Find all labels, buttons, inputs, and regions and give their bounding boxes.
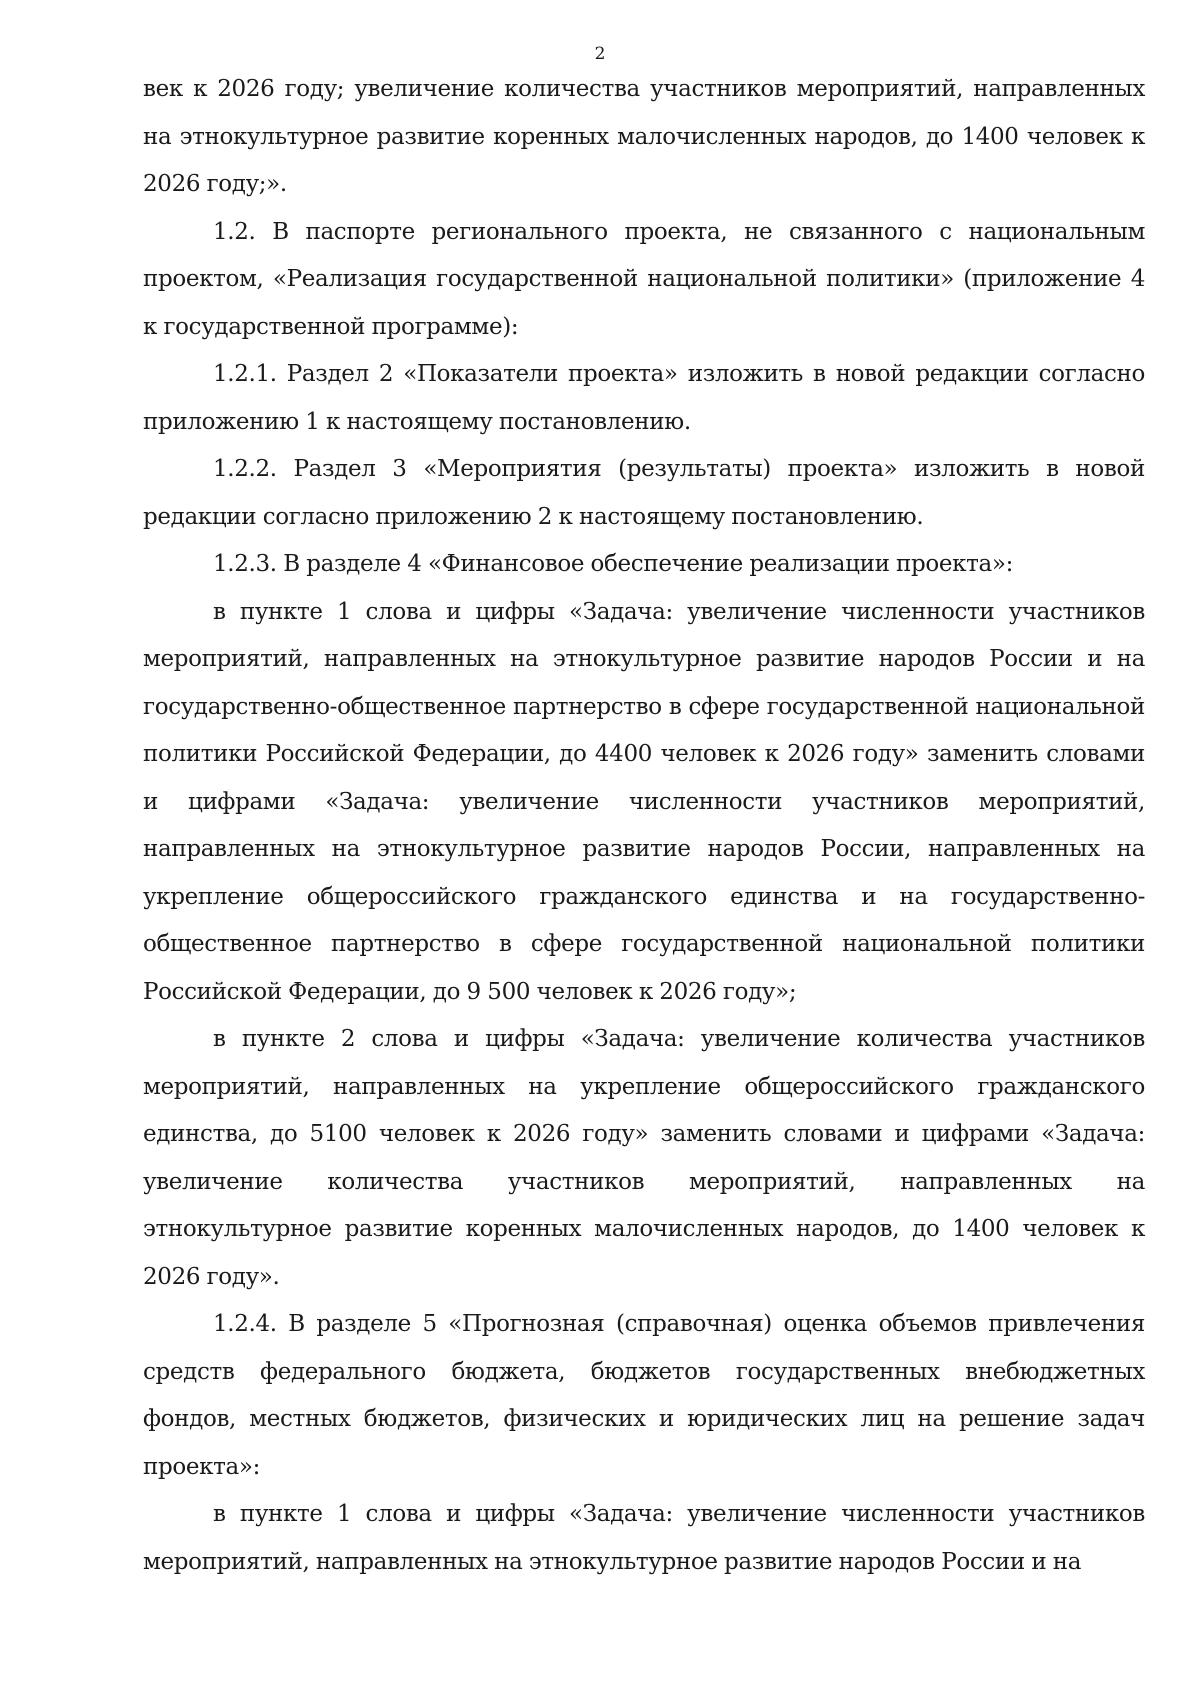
paragraph-1-2-3: 1.2.3. В разделе 4 «Финансовое обеспечение реализации проекта»: <box>213 551 1014 577</box>
paragraph-1-2-1: 1.2.1. Раздел 2 «Показатели проекта» изложить в новой редакции согласно приложению 1 к настоящему постановлению. <box>143 361 1145 435</box>
document-body <box>143 66 1145 1586</box>
page-number: 2 <box>594 44 606 64</box>
paragraph-1-2-3-item-1: в пункте 1 слова и цифры «Задача: увеличение численности участников мероприятий, направленных на этнокультурное развитие народов России и на государственно-общественное партнерство в сфере государственной национальной политики Российской Федерации, до 4400 человек к 2026 году» заменить словами и цифрами «Задача: увеличение численности участников мероприятий, направленных на этнокультурное развитие народов России, направленных на укрепление общероссийского гражданского единства и на государственно-общественное партнерство в сфере государственной национальной политики Российской Федерации, до 9 500 человек к 2026 году»; <box>143 598 1145 1005</box>
paragraph-1-2-2: 1.2.2. Раздел 3 «Мероприятия (результаты) проекта» изложить в новой редакции согласно приложению 2 к настоящему постановлению. <box>143 456 1145 530</box>
paragraph-1-2-3-item-2: в пункте 2 слова и цифры «Задача: увеличение количества участников мероприятий, направленных на укрепление общероссийского гражданского единства, до 5100 человек к 2026 году» заменить словами и цифрами «Задача: увеличение количества участников мероприятий, направленных на этнокультурное развитие коренных малочисленных народов, до 1400 человек к 2026 году». <box>143 1026 1145 1290</box>
paragraph-continuation: век к 2026 году; увеличение количества участников мероприятий, направленных на этнокультурное развитие коренных малочисленных народов, до 1400 человек к 2026 году;». <box>143 76 1145 197</box>
paragraph-1-2: 1.2. В паспорте регионального проекта, не связанного с национальным проектом, «Реализация государственной национальной политики» (приложение 4 к государственной программе): <box>143 218 1145 340</box>
paragraph-1-2-4: 1.2.4. В разделе 5 «Прогнозная (справочная) оценка объемов привлечения средств федерального бюджета, бюджетов государственных внебюджетных фондов, местных бюджетов, физических и юридических лиц на решение задач проекта»: <box>143 1311 1145 1480</box>
paragraph-1-2-4-item-1: в пункте 1 слова и цифры «Задача: увеличение численности участников мероприятий, направленных на этнокультурное развитие народов России и на <box>143 1501 1145 1575</box>
